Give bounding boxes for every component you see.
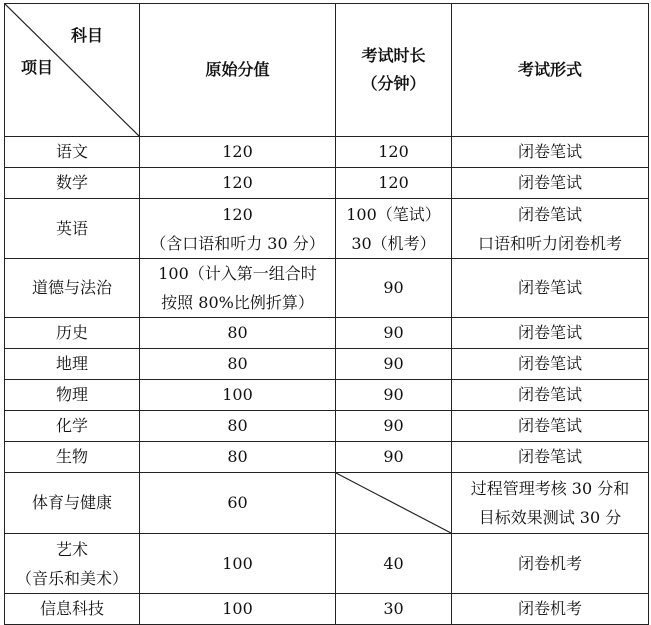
score-cell: 100 <box>140 594 336 625</box>
subject-cell: 地理 <box>5 349 140 380</box>
table-row <box>5 534 649 594</box>
subject-cell: 道德与法治 <box>5 259 140 318</box>
header-duration-line1: 考试时长 <box>361 46 426 65</box>
format-cell: 闭卷笔试 <box>452 442 649 473</box>
format-cell: 闭卷笔试 <box>452 318 649 349</box>
format-cell: 闭卷笔试 <box>452 411 649 442</box>
table-row <box>5 137 649 168</box>
score-cell: 80 <box>140 318 336 349</box>
format-cell: 闭卷机考 <box>452 594 649 625</box>
subject-cell: 信息科技 <box>5 594 140 625</box>
table-row <box>5 473 649 534</box>
subject-line: 艺术 <box>55 539 88 559</box>
score-cell <box>140 199 336 259</box>
header-duration <box>336 4 452 137</box>
table-row <box>5 411 649 442</box>
table-row <box>5 318 649 349</box>
score-cell: 100 <box>140 534 336 594</box>
score-cell: 80 <box>140 411 336 442</box>
score-line: 按照 80%比例折算） <box>161 293 314 312</box>
duration-cell: 90 <box>336 259 452 318</box>
duration-diagonal <box>336 473 451 533</box>
format-cell: 闭卷笔试 <box>452 137 649 168</box>
duration-cell: 90 <box>336 380 452 411</box>
score-line: （含口语和听力 30 分） <box>150 233 325 253</box>
score-cell: 80 <box>140 349 336 380</box>
format-cell: 闭卷笔试 <box>452 259 649 318</box>
score-cell <box>140 259 336 318</box>
score-line: 120 <box>222 204 253 224</box>
duration-cell: 90 <box>336 318 452 349</box>
score-cell: 120 <box>140 168 336 199</box>
subject-cell: 体育与健康 <box>5 473 140 534</box>
score-cell: 100 <box>140 380 336 411</box>
score-cell: 120 <box>140 137 336 168</box>
format-line: 口语和听力闭卷机考 <box>477 233 622 253</box>
duration-cell: 90 <box>336 442 452 473</box>
duration-cell: 120 <box>336 137 452 168</box>
corner-cell <box>5 4 140 137</box>
duration-cell: 120 <box>336 168 452 199</box>
duration-cell-empty <box>336 473 452 534</box>
format-line: 过程管理考核 30 分和 <box>470 479 630 498</box>
format-cell: 闭卷笔试 <box>452 168 649 199</box>
corner-label-item: 项目 <box>21 58 54 77</box>
duration-cell <box>336 199 452 259</box>
subject-line: （音乐和美术） <box>15 568 128 588</box>
duration-cell: 30 <box>336 594 452 625</box>
duration-cell: 90 <box>336 411 452 442</box>
table-row <box>5 442 649 473</box>
header-format: 考试形式 <box>452 4 649 137</box>
score-cell: 80 <box>140 442 336 473</box>
subject-cell: 英语 <box>5 199 140 259</box>
table-row <box>5 594 649 625</box>
duration-line: 100（笔试） <box>346 204 441 224</box>
table-row <box>5 349 649 380</box>
subject-cell: 化学 <box>5 411 140 442</box>
corner-label-subject: 科目 <box>70 26 103 45</box>
exam-table <box>4 3 649 625</box>
table-row <box>5 259 649 318</box>
table-row <box>5 380 649 411</box>
table-header-row <box>5 4 649 137</box>
format-cell <box>452 199 649 259</box>
format-cell: 闭卷笔试 <box>452 380 649 411</box>
format-cell <box>452 473 649 534</box>
score-cell: 60 <box>140 473 336 534</box>
subject-cell: 数学 <box>5 168 140 199</box>
table-row <box>5 168 649 199</box>
format-cell: 闭卷机考 <box>452 534 649 594</box>
score-line: 100（计入第一组合时 <box>158 264 317 283</box>
duration-line: 30（机考） <box>351 233 436 253</box>
subject-cell: 历史 <box>5 318 140 349</box>
duration-cell: 40 <box>336 534 452 594</box>
format-line: 闭卷笔试 <box>517 204 582 224</box>
subject-cell: 语文 <box>5 137 140 168</box>
table-row <box>5 199 649 259</box>
format-line: 目标效果测试 30 分 <box>478 508 622 527</box>
format-cell: 闭卷笔试 <box>452 349 649 380</box>
subject-cell <box>5 534 140 594</box>
duration-cell: 90 <box>336 349 452 380</box>
header-duration-line2: （分钟） <box>361 74 426 93</box>
subject-cell: 生物 <box>5 442 140 473</box>
subject-cell: 物理 <box>5 380 140 411</box>
header-score: 原始分值 <box>140 4 336 137</box>
